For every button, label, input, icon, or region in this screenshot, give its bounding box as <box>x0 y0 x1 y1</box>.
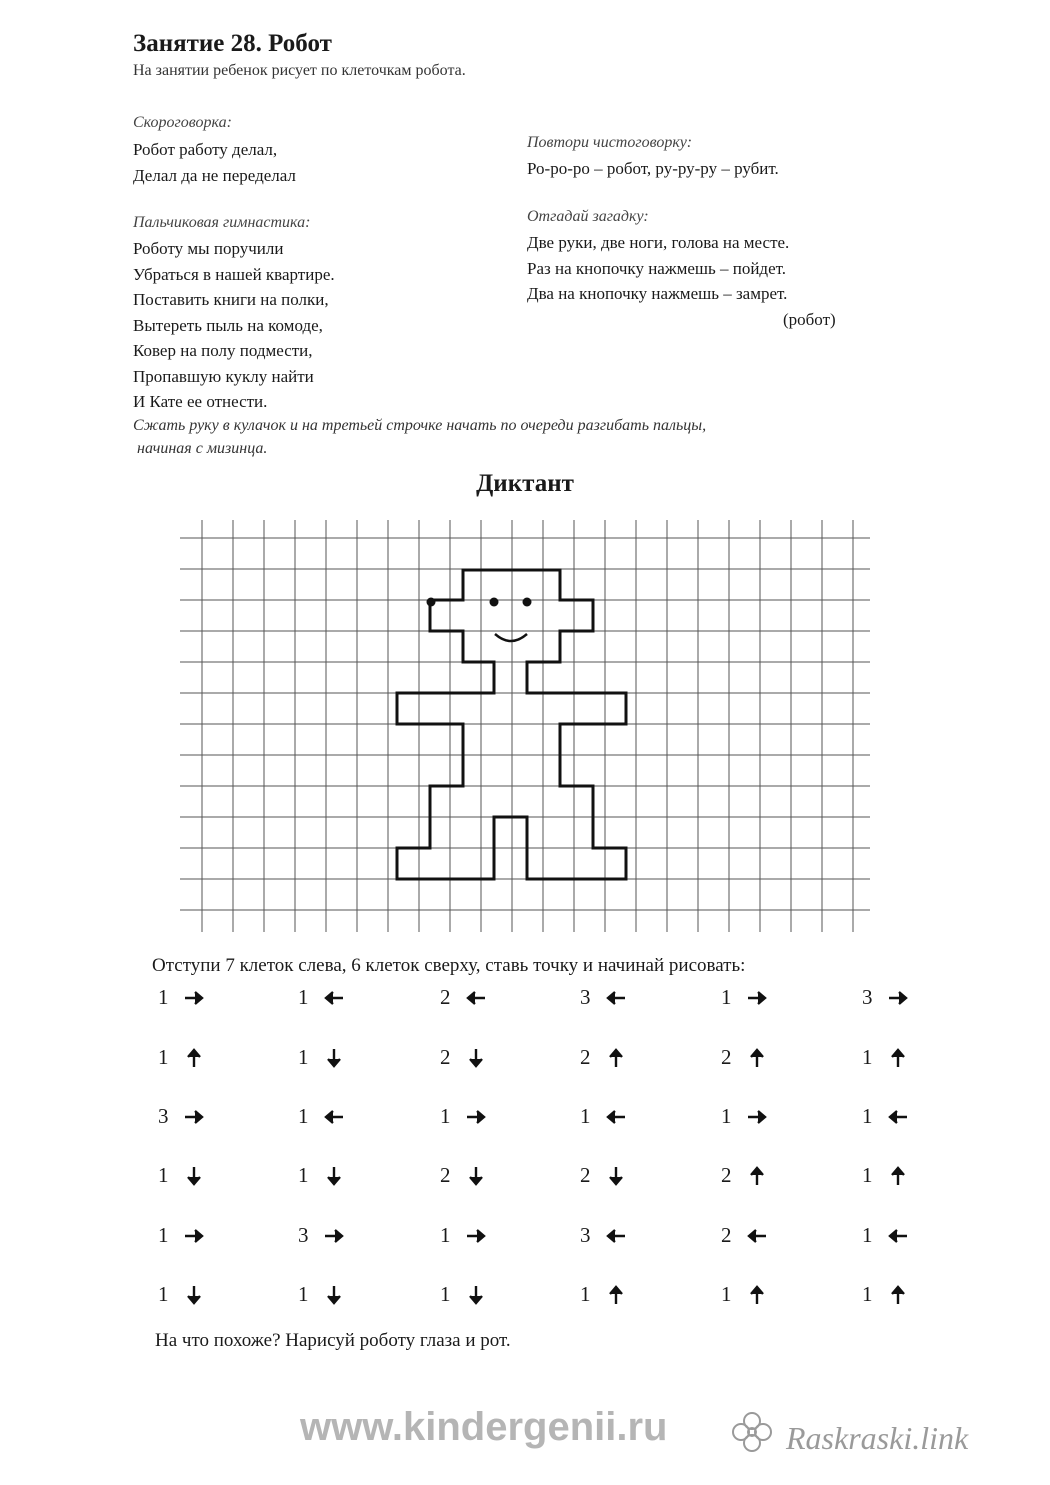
page-title: Занятие 28. Робот <box>133 30 332 57</box>
dictation-step <box>440 1104 487 1129</box>
dictation-step <box>721 985 768 1010</box>
step-count: 1 <box>298 1104 309 1128</box>
dictation-step <box>440 1223 487 1248</box>
pure-speech-line: Ро-ро-ро – робот, ру-ру-ру – рубит. <box>527 159 779 178</box>
step-count: 1 <box>862 1104 873 1128</box>
arrow-right-icon <box>183 987 205 1009</box>
step-count: 1 <box>298 1282 309 1306</box>
dictation-step <box>862 1104 909 1129</box>
dictation-step <box>580 1223 627 1248</box>
finger-gym-line: Роботу мы поручили <box>133 239 284 258</box>
step-count: 1 <box>440 1104 451 1128</box>
riddle-line: Две руки, две ноги, голова на месте. <box>527 233 790 252</box>
arrow-up-icon <box>746 1284 768 1306</box>
step-count: 1 <box>862 1223 873 1247</box>
dictation-step <box>862 1045 909 1070</box>
dictation-heading: Диктант <box>476 470 574 497</box>
step-count: 1 <box>298 1045 309 1069</box>
arrow-left-icon <box>887 1106 909 1128</box>
riddle-heading: Отгадай загадку: <box>527 208 649 225</box>
riddle-answer: (робот) <box>783 310 836 329</box>
dictation-step <box>158 1223 205 1248</box>
instruction-line: начиная с мизинца. <box>137 440 268 457</box>
step-count: 1 <box>862 1163 873 1187</box>
footer-site: www.kindergenii.ru <box>300 1405 668 1449</box>
finger-gym-line: И Кате ее отнести. <box>133 392 268 411</box>
step-count: 2 <box>580 1163 591 1187</box>
dictation-step <box>298 1282 345 1307</box>
step-count: 2 <box>721 1045 732 1069</box>
step-count: 2 <box>440 1045 451 1069</box>
step-count: 1 <box>721 1282 732 1306</box>
riddle-text <box>527 230 789 307</box>
step-count: 1 <box>440 1223 451 1247</box>
robot-dot-start <box>427 598 436 607</box>
arrow-down-icon <box>183 1284 205 1306</box>
arrow-right-icon <box>746 987 768 1009</box>
arrow-up-icon <box>183 1047 205 1069</box>
dictation-step <box>862 1163 909 1188</box>
arrow-right-icon <box>465 1106 487 1128</box>
robot-mouth <box>495 634 527 641</box>
dictation-step <box>440 1045 487 1070</box>
arrow-left-icon <box>323 987 345 1009</box>
arrow-right-icon <box>887 987 909 1009</box>
footer-signature: Raskraski.link <box>786 1420 969 1456</box>
robot-eye-right <box>523 598 532 607</box>
dictation-step <box>298 1223 345 1248</box>
arrow-left-icon <box>605 987 627 1009</box>
riddle-line: Раз на кнопочку нажмешь – пойдет. <box>527 258 787 278</box>
dictation-step <box>862 1223 909 1248</box>
step-count: 1 <box>721 985 732 1009</box>
dictation-step <box>298 1045 345 1070</box>
step-count: 2 <box>580 1045 591 1069</box>
flower-icon <box>730 1410 774 1454</box>
step-count: 2 <box>440 985 451 1009</box>
tongue-twister-heading: Скороговорка: <box>133 114 232 131</box>
arrow-up-icon <box>605 1284 627 1306</box>
step-count: 1 <box>158 1282 169 1306</box>
step-count: 1 <box>298 985 309 1009</box>
arrow-left-icon <box>465 987 487 1009</box>
tongue-twister-line: Робот работу делал, <box>133 140 278 159</box>
step-count: 2 <box>721 1163 732 1187</box>
robot-eye-left <box>490 598 499 607</box>
arrow-down-icon <box>605 1165 627 1187</box>
dictation-step <box>440 985 487 1010</box>
arrow-up-icon <box>887 1165 909 1187</box>
step-count: 1 <box>158 1223 169 1247</box>
arrow-right-icon <box>183 1106 205 1128</box>
finger-gym-heading: Пальчиковая гимнастика: <box>133 214 311 231</box>
dictation-step <box>721 1104 768 1129</box>
arrow-left-icon <box>323 1106 345 1128</box>
dictation-step <box>862 1282 909 1307</box>
finger-gym-line: Поставить книги на полки, <box>133 290 329 309</box>
finger-gym-line: Пропавшую куклу найти <box>133 366 314 386</box>
arrow-up-icon <box>887 1047 909 1069</box>
finger-gym-line: Убраться в нашей квартире. <box>133 264 335 284</box>
step-count: 2 <box>721 1223 732 1247</box>
tongue-twister-text <box>133 137 296 188</box>
step-count: 1 <box>440 1282 451 1306</box>
finger-gym-line: Ковер на полу подмести, <box>133 341 313 360</box>
step-count: 3 <box>580 1223 591 1247</box>
arrow-up-icon <box>746 1047 768 1069</box>
dictation-step <box>580 985 627 1010</box>
arrow-down-icon <box>183 1165 205 1187</box>
arrow-down-icon <box>465 1047 487 1069</box>
step-count: 1 <box>580 1282 591 1306</box>
arrow-down-icon <box>323 1284 345 1306</box>
dictation-step <box>721 1223 768 1248</box>
tongue-twister-line: Делал да не переделал <box>133 165 296 185</box>
arrow-down-icon <box>323 1165 345 1187</box>
dictation-step <box>580 1045 627 1070</box>
step-count: 3 <box>158 1104 169 1128</box>
arrow-left-icon <box>605 1225 627 1247</box>
dictation-step <box>158 1045 205 1070</box>
dictation-step <box>862 985 909 1010</box>
dictation-step <box>298 1163 345 1188</box>
step-count: 2 <box>440 1163 451 1187</box>
arrow-up-icon <box>887 1284 909 1306</box>
arrow-left-icon <box>746 1225 768 1247</box>
finger-gym-text <box>133 236 335 415</box>
step-count: 1 <box>158 1163 169 1187</box>
dictation-step <box>298 1104 345 1129</box>
step-count: 1 <box>721 1104 732 1128</box>
arrow-right-icon <box>183 1225 205 1247</box>
step-count: 3 <box>298 1223 309 1247</box>
arrow-down-icon <box>323 1047 345 1069</box>
arrow-right-icon <box>465 1225 487 1247</box>
dictation-step <box>298 985 345 1010</box>
dictation-question: На что похоже? Нарисуй роботу глаза и рот. <box>155 1330 511 1351</box>
arrow-right-icon <box>323 1225 345 1247</box>
arrow-up-icon <box>605 1047 627 1069</box>
instruction-line: Сжать руку в кулачок и на третьей строчке начать по очереди разгибать пальцы, <box>133 417 707 434</box>
arrow-down-icon <box>465 1165 487 1187</box>
finger-gym-line: Вытереть пыль на комоде, <box>133 315 323 335</box>
dictation-step <box>580 1104 627 1129</box>
step-count: 1 <box>158 985 169 1009</box>
dictation-step <box>721 1045 768 1070</box>
step-count: 1 <box>580 1104 591 1128</box>
step-count: 1 <box>862 1045 873 1069</box>
step-count: 1 <box>862 1282 873 1306</box>
arrow-left-icon <box>605 1106 627 1128</box>
dictation-step <box>158 985 205 1010</box>
dictation-step <box>440 1163 487 1188</box>
dictation-step <box>721 1282 768 1307</box>
dictation-intro: Отступи 7 клеток слева, 6 клеток сверху, ставь точку и начинай рисовать: <box>152 955 746 976</box>
page-subtitle: На занятии ребенок рисует по клеточкам робота. <box>133 62 466 79</box>
step-count: 3 <box>862 985 873 1009</box>
dictation-step <box>580 1163 627 1188</box>
dictation-step <box>721 1163 768 1188</box>
step-count: 1 <box>158 1045 169 1069</box>
step-count: 3 <box>580 985 591 1009</box>
arrow-up-icon <box>746 1165 768 1187</box>
step-count: 1 <box>298 1163 309 1187</box>
grid-lines <box>180 520 870 932</box>
dictation-step <box>440 1282 487 1307</box>
dictation-step <box>158 1104 205 1129</box>
grid-drawing <box>180 520 870 932</box>
dictation-step <box>580 1282 627 1307</box>
arrow-down-icon <box>465 1284 487 1306</box>
finger-gym-instruction <box>133 414 706 460</box>
pure-speech-heading: Повтори чистоговорку: <box>527 134 693 151</box>
arrow-right-icon <box>746 1106 768 1128</box>
dictation-step <box>158 1282 205 1307</box>
riddle-line: Два на кнопочку нажмешь – замрет. <box>527 284 788 303</box>
arrow-left-icon <box>887 1225 909 1247</box>
dictation-step <box>158 1163 205 1188</box>
